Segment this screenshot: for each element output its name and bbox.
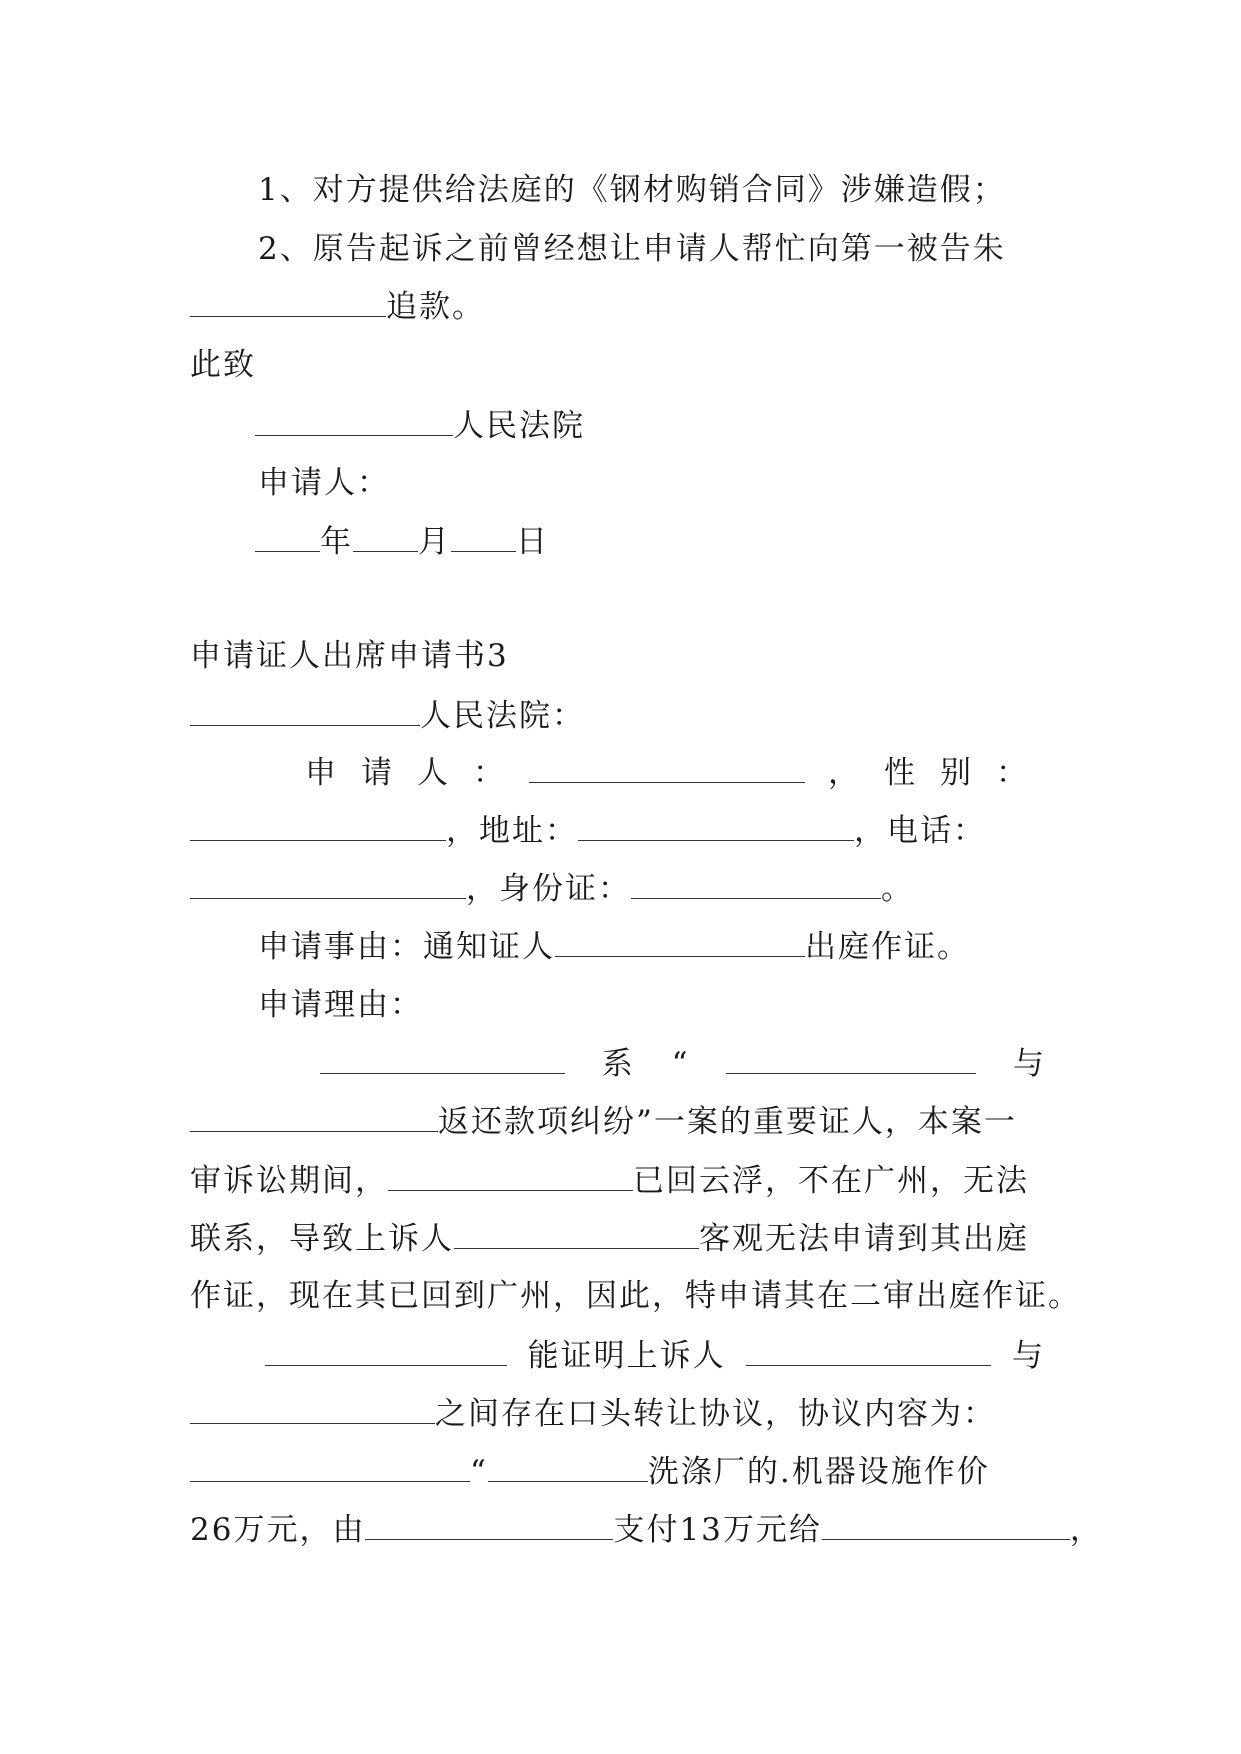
closing-date: 年 月 日 xyxy=(255,521,549,562)
para1-line1: 系 “ 与 xyxy=(320,1043,1046,1084)
para1-line4: 联系，导致上诉人 客观无法申请到其出庭 xyxy=(190,1218,1029,1259)
blank-field xyxy=(746,1335,991,1366)
para1-line2: 返还款项纠纷”一案的重要证人，本案一 xyxy=(190,1101,1017,1142)
blank-field xyxy=(255,405,453,436)
blank-field xyxy=(190,286,386,317)
blank-field xyxy=(190,1451,470,1482)
para2-line2: 之间存在口头转让协议，协议内容为： xyxy=(190,1393,996,1434)
blank-field xyxy=(190,1393,435,1424)
blank-field xyxy=(454,1218,699,1249)
blank-field xyxy=(822,1509,1070,1540)
closing-applicant: 申请人： xyxy=(258,465,390,501)
blank-field xyxy=(488,1451,648,1482)
blank-field xyxy=(529,752,805,783)
blank-field xyxy=(388,1160,633,1191)
blank-field xyxy=(190,695,420,726)
court-header: 人民法院： xyxy=(190,695,585,736)
para1-line5: 作证，现在其已回到广州，因此，特申请其在二审出庭作证。 xyxy=(190,1278,1081,1314)
para2-line1: 能证明上诉人 与 xyxy=(265,1335,1045,1376)
blank-field xyxy=(190,868,466,899)
section-title: 申请证人出席申请书3 xyxy=(190,638,509,674)
applicant-line: 申 请 人 ： ， 性 别 ： xyxy=(305,752,1029,793)
list-item-2-continued: 追款。 xyxy=(190,286,485,327)
blank-field xyxy=(365,1509,613,1540)
para2-line4: 26万元，由 支付13万元给 ， xyxy=(190,1509,1103,1550)
list-item-1: 1、对方提供给法庭的《钢材购销合同》涉嫌造假； xyxy=(258,172,1006,208)
blank-field xyxy=(631,868,881,899)
closing-greeting: 此致 xyxy=(190,347,256,383)
blank-field xyxy=(726,1043,976,1074)
blank-field xyxy=(451,521,516,552)
blank-field xyxy=(190,810,446,841)
blank-field xyxy=(255,521,320,552)
blank-field xyxy=(555,926,805,957)
reason-label: 申请理由： xyxy=(258,987,423,1023)
matter-line: 申请事由：通知证人 出庭作证。 xyxy=(258,926,970,967)
blank-field xyxy=(578,810,854,841)
closing-court: 人民法院 xyxy=(255,405,585,446)
blank-field xyxy=(265,1335,507,1366)
para2-line3: “ 洗涤厂的.机器设施作价 xyxy=(190,1451,990,1492)
para1-line3: 审诉讼期间， 已回云浮，不在广州，无法 xyxy=(190,1160,1029,1201)
blank-field xyxy=(190,1101,438,1132)
blank-field xyxy=(320,1043,565,1074)
address-line: ，地址： ，电话： xyxy=(190,810,986,851)
list-item-2: 2、原告起诉之前曾经想让申请人帮忙向第一被告朱 xyxy=(258,231,1006,267)
id-line: ，身份证： 。 xyxy=(190,868,914,909)
blank-field xyxy=(353,521,418,552)
